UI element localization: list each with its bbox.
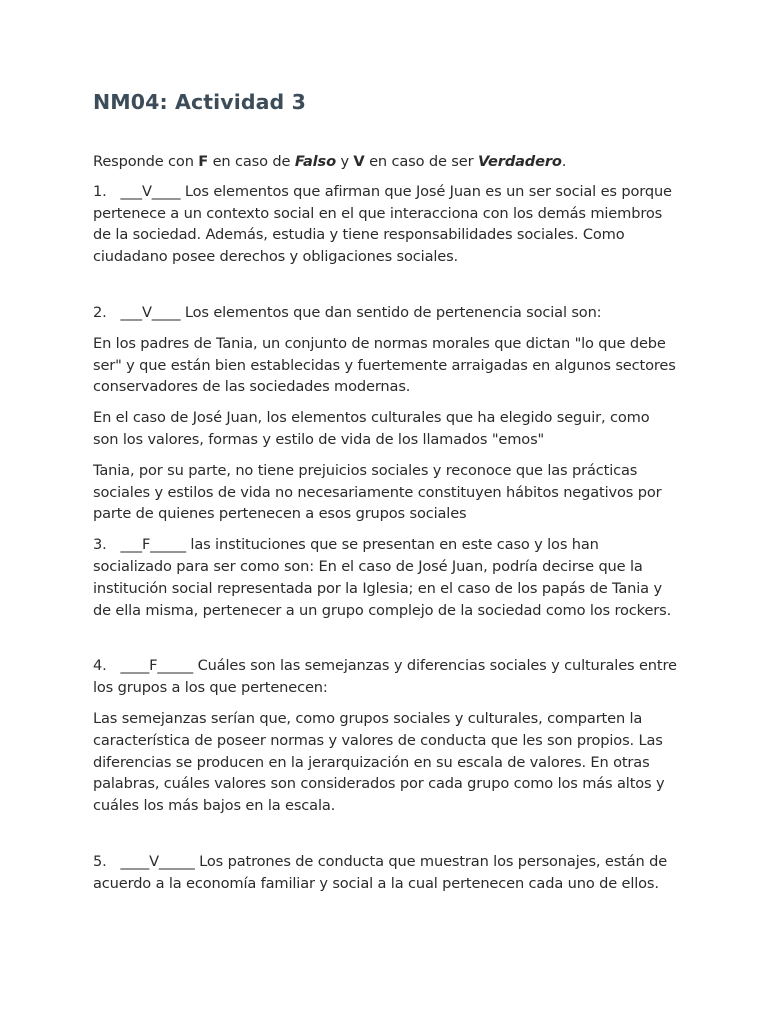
spacer xyxy=(93,630,678,655)
question-answer: ____V_____ xyxy=(120,852,195,870)
question-text: Los patrones de conducta que muestran los personajes, están de acuerdo a la economía familiar y social a la cual pertenecen cada uno de ellos. xyxy=(93,852,668,892)
question-text: Los elementos que afirman que José Juan es un ser social es porque pertenece a un contexto social en el que interacciona con los demás miembros de la sociedad. Además, estudia y tiene responsabilidades sociales. Como ciudadano posee derechos y obligaciones sociales. xyxy=(93,182,672,266)
question-text: las instituciones que se presentan en este caso y los han socializado para ser como son: En el caso de José Juan, podría decirse que la institución social representada por la Iglesia; en el caso de los papás de Tania y de ella misma, pertenecer a un grupo complejo de la sociedad como los rockers. xyxy=(93,536,672,619)
question-1 xyxy=(93,181,678,268)
question-2-paragraph-3: Tania, por su parte, no tiene prejuicios sociales y reconoce que las prácticas sociales y estilos de vida no necesariamente constituyen hábitos negativos por parte de quienes pertenecen a esos grupos sociales xyxy=(93,461,662,523)
question-2-paragraph-2: En el caso de José Juan, los elementos culturales que ha elegido seguir, como son los valores, formas y estilo de vida de los llamados "emos" xyxy=(93,409,650,448)
page-title: NM04: Actividad 3 xyxy=(93,90,306,114)
question-text: Los elementos que dan sentido de pertenencia social son: xyxy=(184,303,602,321)
question-3 xyxy=(93,534,678,621)
question-answer: ___F_____ xyxy=(120,536,186,554)
instructions-text: y xyxy=(335,153,354,170)
document-page xyxy=(93,90,678,904)
question-number: 3. xyxy=(93,536,107,554)
instructions-text: Responde con xyxy=(93,153,199,170)
question-number: 5. xyxy=(93,852,107,870)
spacer xyxy=(93,277,678,302)
question-4 xyxy=(93,655,678,699)
question-5 xyxy=(93,851,678,895)
instructions xyxy=(93,151,678,173)
question-number: 2. xyxy=(93,303,107,321)
instructions-falso: Falso xyxy=(294,153,336,170)
instructions-text: en caso de ser xyxy=(364,153,478,170)
spacer xyxy=(93,826,678,851)
question-number: 4. xyxy=(93,657,107,675)
instructions-f: F xyxy=(198,153,209,170)
instructions-text: . xyxy=(561,153,567,170)
question-number: 1. xyxy=(93,182,107,200)
instructions-verdadero: Verdadero xyxy=(477,153,562,170)
instructions-text: en caso de xyxy=(208,153,295,170)
question-answer: ___V____ xyxy=(120,303,181,321)
question-text: Cuáles son las semejanzas y diferencias sociales y culturales entre los grupos a los que pertenecen: xyxy=(93,657,677,697)
question-2 xyxy=(93,302,678,324)
question-4-paragraph-1: Las semejanzas serían que, como grupos sociales y culturales, comparten la característica de poseer normas y valores de conducta que les son propios. Las diferencias se producen en la jerarquización en su escala de valores. En otras palabras, cuáles valores son considerados por cada grupo como los más altos y cuáles los más bajos en la escala. xyxy=(93,709,665,815)
question-answer: ____F_____ xyxy=(120,657,194,675)
instructions-v: V xyxy=(353,153,365,170)
question-answer: ___V____ xyxy=(120,182,181,200)
question-2-paragraph-1: En los padres de Tania, un conjunto de normas morales que dictan "lo que debe ser" y que están bien establecidas y fuertemente arraigadas en algunos sectores conservadores de las sociedades modernas. xyxy=(93,334,676,396)
